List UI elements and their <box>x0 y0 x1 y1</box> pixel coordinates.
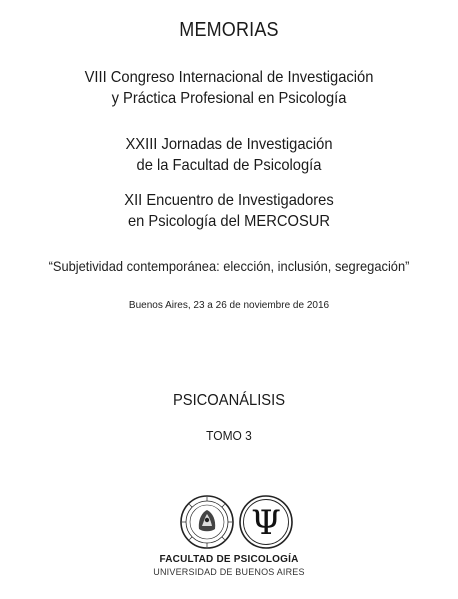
university-seal-icon <box>180 493 300 551</box>
event-jornadas-line2: de la Facultad de Psicología <box>136 157 322 174</box>
volume-label: TOMO 3 <box>206 428 252 443</box>
date-location: Buenos Aires, 23 a 26 de noviembre de 2016 <box>128 300 330 311</box>
faculty-name: FACULTAD DE PSICOLOGÍA <box>159 554 299 565</box>
university-name: UNIVERSIDAD DE BUENOS AIRES <box>153 567 305 577</box>
psi-logo-icon <box>240 496 292 548</box>
event-congress <box>18 67 439 109</box>
event-encuentro-line2: en Psicología del MERCOSUR <box>127 213 331 230</box>
logos <box>180 493 300 551</box>
document-title: MEMORIAS <box>179 19 279 41</box>
section-title: PSICOANÁLISIS <box>172 392 286 409</box>
event-encuentro-line1: XII Encuentro de Investigadores <box>124 192 334 209</box>
event-congress-line2: y Práctica Profesional en Psicología <box>111 90 347 107</box>
event-jornadas <box>18 134 439 176</box>
event-jornadas-line1: XXIII Jornadas de Investigación <box>125 136 333 153</box>
svg-text:Ψ: Ψ <box>251 503 281 543</box>
congress-subtitle: “Subjetividad contemporánea: elección, inclusión, segregación” <box>48 258 410 274</box>
uba-seal-icon <box>181 496 233 548</box>
event-encuentro <box>18 190 439 232</box>
event-congress-line1: VIII Congreso Internacional de Investigación <box>84 69 374 86</box>
